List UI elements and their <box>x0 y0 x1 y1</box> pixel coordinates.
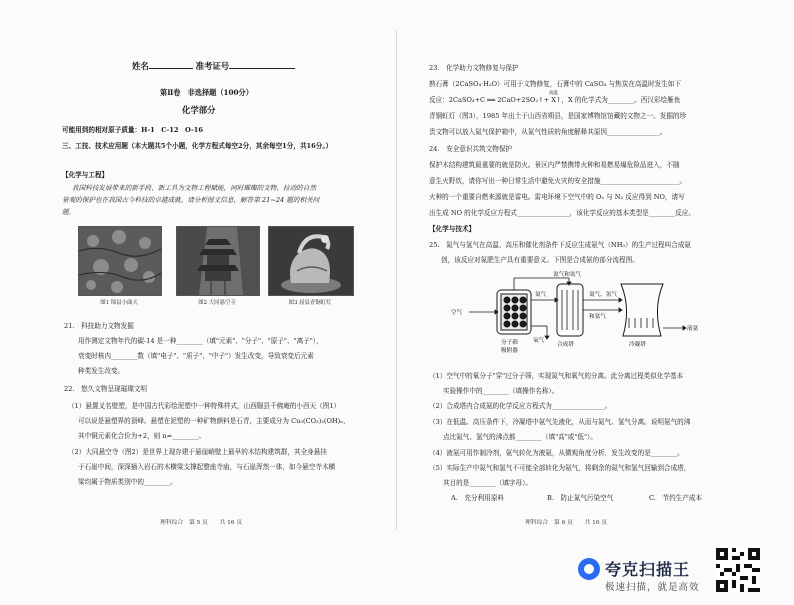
q22-2-line-2: 于石崖中间，深深插入岩石的木横梁支撑起整座寺庙，与石崖浑然一体，如今悬空寺木横 <box>78 463 336 471</box>
q24-line-2: 意生火野炊，请你写出一种日常生活中避免火灾的安全措施________________________。 <box>429 177 687 185</box>
q22-1-line-3: 其中铜元素化合价为+2，则 n=________。 <box>78 432 206 440</box>
diagram-label-nitrogen: 氮气 <box>535 292 547 298</box>
diagram-label-air: 空气 <box>451 310 463 316</box>
brand-slogan: 极速扫描，就是高效 <box>605 582 700 593</box>
q23-line-1: 熟石膏（2CaSO₄·H₂O）可用于文物修复，石膏中的 CaSO₄ 与焦炭在高温时发生如下 <box>429 80 681 88</box>
q21-line-2: 衰变时核内________数（填"电子"、"质子"、"中子"）发生改变，导致衰变后元素 <box>78 352 314 360</box>
diagram-label-ammonia-out: 和氨气 <box>589 314 606 320</box>
q22-1-line-2: 可以说是悬塑界的顶峰。悬塑在泥塑的一种矿物颜料是石青，主要成分为 Cu₃(CO₃)₂(OH)ₙ， <box>78 417 350 425</box>
q25-5-line-1: （5）实际生产中氮气和氢气不可能全部转化为氨气，将剩余的氮气和氢气回输到合成塔， <box>429 464 691 472</box>
q22-2-line-3: 梁均属于物质类别中的________。 <box>78 478 177 486</box>
q23-line-3: 青铜虹灯（图3），1985 年出土于山西省朔县，是国家博物馆馆藏的文物之一。发掘的珍 <box>429 112 687 120</box>
photo-temple <box>176 226 260 296</box>
q25-5-line-2: 其目的是________（填字母）。 <box>443 479 533 487</box>
q24-line-3: 火种的一个重要自燃来源就是雷电。雷电环境下空气中的 O₂ 与 N₂ 反应得到 NO，请写 <box>429 193 685 201</box>
quark-logo-icon <box>578 558 600 580</box>
q25-line-1: 25. 氮气与氢气在高温、高压和催化剂条件下反应生成氨气（NH₃）的生产过程叫合成氨 <box>429 241 692 249</box>
intro-line-3: 题。 <box>62 208 76 216</box>
q23-condition: 高温 <box>549 91 558 96</box>
topic-tag-technology: 【化学与技术】 <box>429 225 476 233</box>
q21-line-3: 种类发生改变。 <box>78 367 125 375</box>
q23-title: 23. 化学助力文物修复与保护 <box>429 64 519 72</box>
q21-title: 21. 科技助力文物发掘 <box>64 322 134 330</box>
footer-left: 理科综合 第 5 页 共 16 页 <box>160 520 243 526</box>
scanner-watermark <box>578 552 704 596</box>
photo-mural <box>78 226 162 296</box>
atomic-mass: 可能用到的相对原子质量：H-1 C-12 O-16 <box>62 126 203 134</box>
sieve-adsorber <box>497 290 531 334</box>
photo-lamp-caption: 图3 屈县青铜虹灯 <box>288 300 332 306</box>
q25-line-2: 创，该反应对氮肥生产具有重要意义。下图是合成氨的部分流程图。 <box>441 256 639 264</box>
q24-line-4: 出生成 NO 的化学反应方程式________________，该化学反应的基本类型是________反应。 <box>429 209 695 217</box>
q24-line-1: 保护木结构建筑最重要的就是防火。景区内严禁携带火种和易燃易爆危险品进入，不随 <box>429 161 680 169</box>
q22-2-line-1: （2）大同悬空寺（图2）是世界上现存建于悬崖峭壁上最早的木结构建筑群，其全身悬挂 <box>68 448 327 456</box>
name-label: 姓名 准考证号 <box>132 61 295 72</box>
q25-2: （2）合成塔内合成氨的化学反应方程式为________________。 <box>429 402 612 410</box>
photo-temple-caption: 图2 大同悬空寺 <box>198 300 236 306</box>
page-right <box>397 0 794 605</box>
q25-option-a: A. 充分利用原料 <box>451 494 505 502</box>
q25-1-line-2: 实验操作中的________（填操作名称）。 <box>443 387 559 395</box>
diagram-label-synthesis: 合成塔 <box>557 342 574 348</box>
qr-code-icon <box>716 548 760 592</box>
q23-line-4: 贵文物可以放入氮气保护箱中，从氮气性质的角度解释其原因________________。 <box>429 128 667 136</box>
footer-right: 理科综合 第 6 页 共 16 页 <box>525 520 608 526</box>
q25-3-line-1: （3）在低温、高压条件下，冷凝塔中氨气先液化，从而与氮气、氢气分离。说明氨气的沸 <box>429 418 691 426</box>
q25-4: （4）液氨可用作制冷剂，氨气转化为液氨，从微观角度分析，发生改变的是________。 <box>429 449 684 457</box>
diagram-label-nitrogen-hydrogen: 氮气和氢气 <box>553 272 581 278</box>
diagram-label-n-h-mix: 氮气、氢气 <box>589 292 617 298</box>
q22-title: 22. 悠久文物呈现璀璨文明 <box>64 385 148 393</box>
q25-1-line-1: （1）空气中的氧分子"穿"过分子筛，实现氮气和氧气的分离。此分离过程类似化学基本 <box>429 372 684 380</box>
q22-1-line-1: （1）悬置叉名壁塑，是中国古代彩绘泥塑中一种特殊样式，山西隰县千佛庵的小西天（图1） <box>68 402 341 410</box>
diagram-label-liquid-ammonia: 液氨 <box>687 326 699 332</box>
diagram-label-adsorber: 吸附器 <box>501 348 518 354</box>
q24-title: 24. 安全意识共筑文物保护 <box>429 145 513 153</box>
q25-3-line-2: 点比氮气、氢气的沸点都________（填"高"或"低"）。 <box>443 433 597 441</box>
topic-tag-engineering: 【化学与工程】 <box>62 171 109 179</box>
brand-name: 夸克扫描王 <box>605 560 691 579</box>
synthesis-tower <box>557 284 583 336</box>
q25-option-b: B. 防止氮气污染空气 <box>547 494 614 502</box>
part3-title: 三、工技、技术应用题（本大题共5个小题，化学方程式每空2分，其余每空1分，共16分。） <box>62 142 333 150</box>
volume-title: 第Ⅱ卷 非选择题（100分） <box>160 88 253 97</box>
section-title: 化学部分 <box>182 105 216 115</box>
diagram-label-oxygen: 氧气 <box>533 338 545 344</box>
q23-line-2: 反应：2CaSO₄+C ══ 2CaO+2SO₂↑+ X↑，X 的化学式为________。西汉彩绘雁鱼 <box>429 96 681 104</box>
cooling-tower <box>621 284 663 336</box>
intro-line-1: 我国科技发展带来的新手段、新工具为文物工程赋能，同时璀璨的文物、拉动的自然 <box>72 184 316 192</box>
diagram-label-sieve: 分子筛 <box>501 340 518 346</box>
intro-line-2: 景观的保护也在我国古今科技的卓越成就。请分析图文信息，解答第 21~24 题的相关问 <box>62 196 320 204</box>
q21-line-1: 用作测定文物年代的碳-14 是一种________（填"元素"、"分子"、"原子"、"离子"）， <box>78 337 323 345</box>
q25-option-c: C. 节约生产成本 <box>649 494 703 502</box>
photo-lamp <box>268 226 354 296</box>
ammonia-process-diagram <box>449 270 699 360</box>
photo-mural-caption: 图1 锦县小曲天 <box>100 300 138 306</box>
diagram-label-cooling: 冷凝塔 <box>629 342 646 348</box>
